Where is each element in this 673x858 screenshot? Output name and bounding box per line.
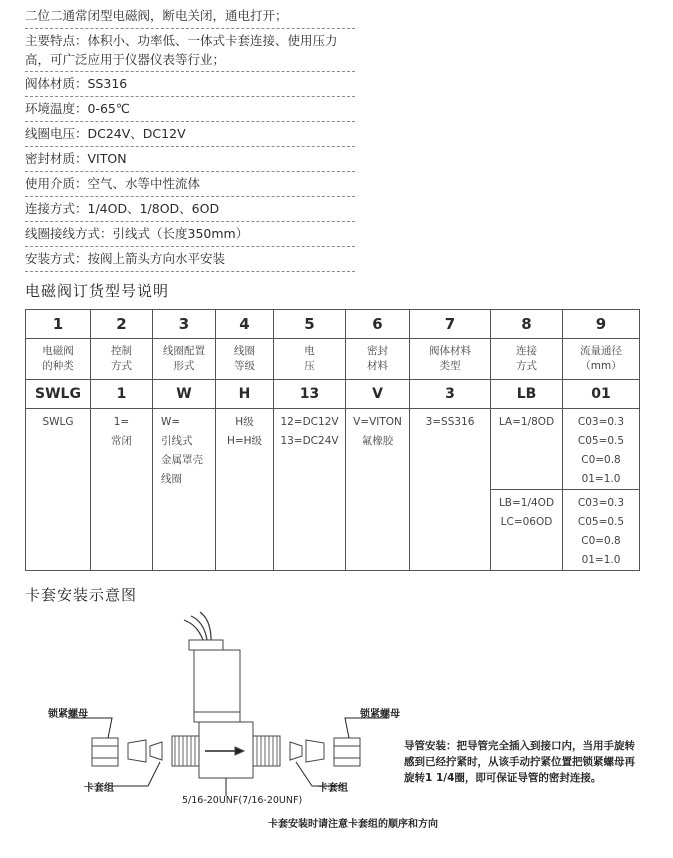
spec-line: 线圈电压：DC24V、DC12V [25, 122, 355, 147]
lock-nut-label-right: 锁紧螺母 [360, 709, 400, 720]
column-number: 1 [26, 310, 91, 339]
lock-nut-label-left: 锁紧螺母 [48, 709, 88, 720]
option-cell: W= 引线式 金属罩壳 线圈 [153, 409, 216, 571]
option-cell: SWLG [26, 409, 91, 571]
column-number: 5 [274, 310, 346, 339]
column-number: 6 [346, 310, 410, 339]
example-code: 1 [91, 380, 153, 409]
threaded-port-right [253, 736, 280, 766]
option-cell: C03=0.3 C05=0.5 C0=0.8 01=1.0 [563, 490, 640, 571]
example-code: W [153, 380, 216, 409]
spec-line: 安装方式：按阀上箭头方向水平安装 [25, 247, 355, 272]
spec-line: 线圈接线方式：引线式（长度350mm） [25, 222, 355, 247]
ferrule-set-right [290, 740, 324, 762]
spec-line: 二位二通常闭型电磁阀，断电关闭，通电打开； [25, 4, 355, 29]
option-cell: 12=DC12V 13=DC24V [274, 409, 346, 571]
example-code: SWLG [26, 380, 91, 409]
lock-nut-left [92, 738, 118, 766]
valve-body [199, 722, 253, 778]
ferrule-label-left: 卡套组 [84, 783, 114, 794]
column-number: 8 [491, 310, 563, 339]
column-number: 2 [91, 310, 153, 339]
example-code: H [216, 380, 274, 409]
table-row [26, 339, 640, 380]
column-description: 线圈 等级 [216, 339, 274, 380]
column-description: 电磁阀 的种类 [26, 339, 91, 380]
column-number: 9 [563, 310, 640, 339]
column-description: 密封 材料 [346, 339, 410, 380]
option-cell: V=VITON 氟橡胶 [346, 409, 410, 571]
example-code: 13 [274, 380, 346, 409]
install-title: 卡套安装示意图 [25, 586, 138, 604]
spec-line: 连接方式：1/4OD、1/8OD、6OD [25, 197, 355, 222]
example-code: LB [491, 380, 563, 409]
order-title: 电磁阀订货型号说明 [25, 282, 170, 300]
column-description: 电 压 [274, 339, 346, 380]
thread-spec-label: 5/16-20UNF(7/16-20UNF) [182, 795, 303, 806]
column-description: 控制 方式 [91, 339, 153, 380]
spec-line: 密封材质：VITON [25, 147, 355, 172]
column-description: 连接 方式 [491, 339, 563, 380]
option-cell: LB=1/4OD LC=06OD [491, 490, 563, 571]
ferrule-set-left [128, 740, 162, 762]
order-code-table [25, 309, 640, 571]
spec-line: 环境温度：0-65℃ [25, 97, 355, 122]
installation-note: 导管安装：把导管完全插入到接口内，当用手旋转感到已经拧紧时，从该手动拧紧位置把锁紧螺母再旋转1 1/4圈，即可保证导管的密封连接。 [404, 740, 635, 784]
option-cell: H级 H=H级 [216, 409, 274, 571]
ferrule-label-right: 卡套组 [318, 783, 348, 794]
table-row [26, 409, 640, 490]
lock-nut-right [334, 738, 360, 766]
spec-line: 主要特点：体积小、功率低、一体式卡套连接、使用压力高，可广泛应用于仪器仪表等行业； [25, 29, 355, 72]
option-cell: C03=0.3 C05=0.5 C0=0.8 01=1.0 [563, 409, 640, 490]
column-description: 流量通径 （mm） [563, 339, 640, 380]
threaded-port-left [172, 736, 199, 766]
table-row [26, 380, 640, 409]
column-number: 4 [216, 310, 274, 339]
column-description: 阀体材料 类型 [410, 339, 491, 380]
table-row [26, 310, 640, 339]
option-cell: 3=SS316 [410, 409, 491, 571]
column-number: 7 [410, 310, 491, 339]
example-code: 3 [410, 380, 491, 409]
column-number: 3 [153, 310, 216, 339]
diagram-caption: 卡套安装时请注意卡套组的顺序和方向 [268, 819, 438, 830]
option-cell: LA=1/8OD [491, 409, 563, 490]
spec-list [25, 4, 355, 272]
spec-line: 使用介质：空气、水等中性流体 [25, 172, 355, 197]
option-cell: 1= 常闭 [91, 409, 153, 571]
solenoid-coil [189, 640, 240, 722]
example-code: V [346, 380, 410, 409]
spec-line: 阀体材质：SS316 [25, 72, 355, 97]
column-description: 线圈配置 形式 [153, 339, 216, 380]
wire-leads [184, 612, 211, 640]
example-code: 01 [563, 380, 640, 409]
